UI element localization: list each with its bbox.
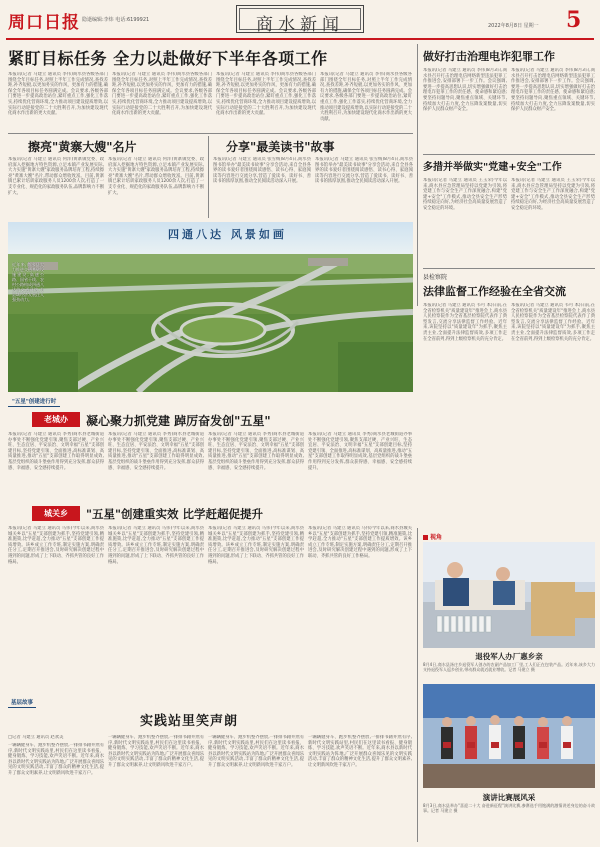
town2-headline: "五星"创建重实效 比学赶超促提升	[86, 507, 263, 521]
town1-label: 老城办	[32, 412, 80, 427]
paper-logo: 周口日报	[8, 13, 80, 33]
lead-headline: 紧盯目标任务 全力以赴做好下半年各项工作	[8, 49, 328, 68]
town1-body-col4: 本报讯(记者 马建立 通讯员 李秀)商水县老城街道办事处不断强化党建引领,聚焦支部过硬、产业兴旺、生态宜居、平安法治、文明幸福"五星"支部创建目标,坚持党建引领、全面推进,高标准谋划、高质量推进,推动"五星"支部创建工作取得明显成效,基层党组织的战斗堡垒作用得到充分发挥,群众获得感、幸福感、安全感持续提升。	[308, 432, 412, 471]
town1-body-col3: 本报讯(记者 马建立 通讯员 李秀)商水县老城街道办事处不断强化党建引领,聚焦支部过硬、产业兴旺、生态宜居、平安法治、文明幸福"五星"支部创建目标,坚持党建引领、全面推进,高标准谋划、高质量推进,推动"五星"支部创建工作取得明显成效,基层党组织的战斗堡垒作用得到充分发挥,群众获得感、幸福感、安全感持续提升。	[208, 432, 304, 471]
masthead-rule	[6, 38, 594, 40]
five-star-tag: "五星"创建进行时	[8, 397, 60, 407]
article2-body-col1: 本报讯(记者 马建立 通讯员 李伟)8月3日,商水县召开打击治理电信网络新型违法犯罪工作推进会,安排部署下一步工作。会议强调,要进一步提高思想认识,切实增强做好打击治理电诈犯罪工作的责任感、使命感和紧迫感;要坚持问题导向,聚焦重点领域、关键环节,持续加大打击力度,全力压降发案数量,切实保护人民群众财产安全。	[423, 68, 507, 113]
town2-body-col1: 本报讯(记者 马建立 通讯员 马伟)今年以来,商水县城关乡以"五星"支部创建为抓手,坚持党建引领,精准施策,比学赶超,全力推动"五星"支部创建工作提质增效。该乡成立工作专班,制定实施方案,明确责任分工,定期召开推进会,及时研究解决创建过程中遇到的问题,形成了上下联动、齐抓共管的良好工作格局。	[8, 526, 104, 565]
lead-body-col2: 本报讯(记者 马建立 通讯员 李伟)商水县各级各部门围绕全年目标任务,对照上半年工作完成情况,查找差距,补齐短板,以更加务实的作风、更加有力的措施,确保全年各项目标任务圆满完成。会议要求,各级各部门要进一步提高政治站位,紧盯重点工作,强化工作落实,持续优化营商环境,全力推动项目建设提质增效,以实际行动迎接党的二十大胜利召开,为加快建设现代化商水作出新的更大贡献。	[112, 72, 212, 117]
town1-body-col1: 本报讯(记者 马建立 通讯员 李秀)商水县老城街道办事处不断强化党建引领,聚焦支部过硬、产业兴旺、生态宜居、平安法治、文明幸福"五星"支部创建目标,坚持党建引领、全面推进,高标准谋划、高质量推进,推动"五星"支部创建工作取得明显成效,基层党组织的战斗堡垒作用得到充分发挥,群众获得感、幸福感、安全感持续提升。	[8, 432, 104, 471]
town1-headline: 凝心聚力抓党建 踔厉奋发创"五星"	[86, 414, 271, 428]
caption2-title: 演讲比赛展风采	[482, 793, 536, 802]
highway-aerial-photo	[8, 222, 413, 392]
photo-banner-title: 四通八达 风景如画	[168, 228, 287, 241]
camera-icon	[423, 535, 428, 540]
column-divider	[208, 136, 209, 218]
article3-body-col2: 本报讯(记者 马建立 通讯员 何洋)黄寨镇党委、政府深入挖掘地方特色资源,立足本镇产业发展实际,大力实施"黄寨大嫂"家政服务品牌培育工程,持续擦亮"黄寨大嫂"名片,带动群众增收致富。目前,黄寨镇已累计培训家政服务人员1200余人次,打造了一支专业化、规范化的家政服务队伍,品牌影响力不断扩大。	[108, 157, 204, 196]
grassroots-headline: 实践站里笑声朗	[140, 714, 239, 729]
view-lens-label: 视角	[423, 532, 442, 541]
article5-body-col1: 本报讯(记者 马建立 通讯员 王玉荣)今年以来,商水县应急管理局坚持以党建为引领,将党建工作与安全生产工作深度融合,构建"党建+安全"工作模式,推动全县安全生产形势持续稳定向好,为经济社会高质量发展营造了安全稳定的环境。	[423, 178, 507, 211]
divider-line	[423, 154, 595, 155]
caption2-text: 8月3日,商水县举办"喜迎二十大 奋进新征程"演讲比赛,参赛选手用饱满的激情讲述身边的奋斗故事。记者 马建立 摄	[423, 803, 595, 813]
issue-date: 2022年8月8日 星期一	[488, 23, 539, 29]
article2-headline: 做好打击治理电诈犯罪工作	[423, 50, 555, 63]
town2-body-col2: 本报讯(记者 马建立 通讯员 马伟)今年以来,商水县城关乡以"五星"支部创建为抓手,坚持党建引领,精准施策,比学赶超,全力推动"五星"支部创建工作提质增效。该乡成立工作专班,制定实施方案,明确责任分工,定期召开推进会,及时研究解决创建过程中遇到的问题,形成了上下联动、齐抓共管的良好工作格局。	[108, 526, 204, 565]
grassroots-tag: 基层故事	[8, 698, 36, 708]
divider-line	[8, 133, 413, 134]
section-title-box	[236, 5, 364, 33]
grassroots-body-col4: 一辆辆健身车、跑步机整齐摆放,一排排书籍井然有序,新时代文明实践站里,村民们在这里读书看报、健身锻炼、学习技能,欢声笑语不断。近年来,商水县以新时代文明实践站为阵地,广泛开展群众喜闻乐见的文明实践活动,丰富了群众的精神文化生活,提升了群众文明素养,让文明新风吹进千家万户。	[308, 735, 412, 768]
article4-body-col1: 本报讯(记者 马建立 通讯员 张雪梅)8月4日,商水县图书馆举办"最美读书故事"分享会活动,来自全县各界的读书爱好者围绕阅读感悟、读书心得、家庭阅读等内容进行交流分享,营造了爱读书、读好书、善读书的浓厚氛围,推动全民阅读活动深入开展。	[213, 157, 311, 185]
procuratorate-label: 县检察院	[423, 274, 448, 281]
grassroots-body-col2: 一辆辆健身车、跑步机整齐摆放,一排排书籍井然有序,新时代文明实践站里,村民们在这里读书看报、健身锻炼、学习技能,欢声笑语不断。近年来,商水县以新时代文明实践站为阵地,广泛开展群众喜闻乐见的文明实践活动,丰富了群众的精神文化生活,提升了群众文明素养,让文明新风吹进千家万户。	[108, 735, 204, 768]
town1-body-col2: 本报讯(记者 马建立 通讯员 李秀)商水县老城街道办事处不断强化党建引领,聚焦支部过硬、产业兴旺、生态宜居、平安法治、文明幸福"五星"支部创建目标,坚持党建引领、全面推进,高标准谋划、高质量推进,推动"五星"支部创建工作取得明显成效,基层党组织的战斗堡垒作用得到充分发挥,群众获得感、幸福感、安全感持续提升。	[108, 432, 204, 471]
article3-headline: 擦亮"黄寨大嫂"名片	[28, 140, 137, 154]
lead-body-col3: 本报讯(记者 马建立 通讯员 李伟)商水县各级各部门围绕全年目标任务,对照上半年工作完成情况,查找差距,补齐短板,以更加务实的作风、更加有力的措施,确保全年各项目标任务圆满完成。会议要求,各级各部门要进一步提高政治站位,紧盯重点工作,强化工作落实,持续优化营商环境,全力推动项目建设提质增效,以实际行动迎接党的二十大胜利召开,为加快建设现代化商水作出新的更大贡献。	[216, 72, 316, 117]
article2-body-col2: 本报讯(记者 马建立 通讯员 李伟)8月3日,商水县召开打击治理电信网络新型违法犯罪工作推进会,安排部署下一步工作。会议强调,要进一步提高思想认识,切实增强做好打击治理电诈犯罪工作的责任感、使命感和紧迫感;要坚持问题导向,聚焦重点领域、关键环节,持续加大打击力度,全力压降发案数量,切实保护人民群众财产安全。	[511, 68, 595, 113]
photo-banner-caption: 近年来,商水县大力推进交通基础设施建设,高速公路、国省干线、农村公路构成四通八达的交通网络,为县域经济发展注入强劲动力。	[12, 262, 44, 302]
article5-body-col2: 本报讯(记者 马建立 通讯员 王玉荣)今年以来,商水县应急管理局坚持以党建为引领,将党建工作与安全生产工作深度融合,构建"党建+安全"工作模式,推动全县安全生产形势持续稳定向好,为经济社会高质量发展营造了安全稳定的环境。	[511, 178, 595, 211]
grassroots-body-col3: 一辆辆健身车、跑步机整齐摆放,一排排书籍井然有序,新时代文明实践站里,村民们在这里读书看报、健身锻炼、学习技能,欢声笑语不断。近年来,商水县以新时代文明实践站为阵地,广泛开展群众喜闻乐见的文明实践活动,丰富了群众的精神文化生活,提升了群众文明素养,让文明新风吹进千家万户。	[208, 735, 304, 768]
article4-headline: 分享"最美读书"故事	[226, 140, 335, 154]
caption1-title: 退役军人办厂惠乡亲	[475, 652, 543, 661]
column-divider	[417, 44, 418, 306]
procuratorate-headline: 法律监督工作经验在全省交流	[423, 285, 566, 298]
section-title: 商水新闻	[256, 15, 344, 35]
article4-body-col2: 本报讯(记者 马建立 通讯员 张雪梅)8月4日,商水县图书馆举办"最美读书故事"分享会活动,来自全县各界的读书爱好者围绕阅读感悟、读书心得、家庭阅读等内容进行交流分享,营造了爱读书、读好书、善读书的浓厚氛围,推动全民阅读活动深入开展。	[315, 157, 413, 185]
town2-body-col3: 本报讯(记者 马建立 通讯员 马伟)今年以来,商水县城关乡以"五星"支部创建为抓手,坚持党建引领,精准施策,比学赶超,全力推动"五星"支部创建工作提质增效。该乡成立工作专班,制定实施方案,明确责任分工,定期召开推进会,及时研究解决创建过程中遇到的问题,形成了上下联动、齐抓共管的良好工作格局。	[208, 526, 304, 565]
town2-label: 城关乡	[32, 506, 80, 521]
masthead	[0, 0, 600, 42]
grassroots-author: □记者 马建立 通讯员 赵欢美	[8, 735, 64, 740]
caption1-text: 8月4日,商水县汤庄乡退役军人创办的农副产品加工厂里,工人们正在包装产品。近年来,该乡大力支持退役军人返乡创业,带动群众就近就业增收。记者 马建立 摄	[423, 662, 595, 672]
article3-body-col1: 本报讯(记者 马建立 通讯员 何洋)黄寨镇党委、政府深入挖掘地方特色资源,立足本镇产业发展实际,大力实施"黄寨大嫂"家政服务品牌培育工程,持续擦亮"黄寨大嫂"名片,带动群众增收致富。目前,黄寨镇已累计培训家政服务人员1200余人次,打造了一支专业化、规范化的家政服务队伍,品牌影响力不断扩大。	[8, 157, 104, 196]
editor-info: 隐逝编辑:李炜 电话:6199921	[82, 17, 150, 23]
grassroots-body-col1: 一辆辆健身车、跑步机整齐摆放,一排排书籍井然有序,新时代文明实践站里,村民们在这里读书看报、健身锻炼、学习技能,欢声笑语不断。近年来,商水县以新时代文明实践站为阵地,广泛开展群众喜闻乐见的文明实践活动,丰富了群众的精神文化生活,提升了群众文明素养,让文明新风吹进千家万户。	[8, 743, 104, 776]
column-divider	[417, 528, 418, 842]
procuratorate-body-col1: 本报讯(记者 马建立 通讯员 韦可 本)日前,在全省检察机关"质量建设年"推进会上,商水县人民检察院作为全省基层检察院代表作了典型发言,交流分享法律监督工作经验。近年来,该院坚持以"质量建设年"为抓手,聚焦主责主业,全面提升法律监督质效,多项工作走在全省前列,得到上级检察机关的充分肯定。	[423, 303, 507, 342]
lead-body-col4: 本报讯(记者 马建立 通讯员 李伟)商水县各级各部门围绕全年目标任务,对照上半年工作完成情况,查找差距,补齐短板,以更加务实的作风、更加有力的措施,确保全年各项目标任务圆满完成。会议要求,各级各部门要进一步提高政治站位,紧盯重点工作,强化工作落实,持续优化营商环境,全力推动项目建设提质增效,以实际行动迎接党的二十大胜利召开,为加快建设现代化商水作出新的更大贡献。	[320, 72, 412, 122]
lead-body-col1: 本报讯(记者 马建立 通讯员 李伟)商水县各级各部门围绕全年目标任务,对照上半年工作完成情况,查找差距,补齐短板,以更加务实的作风、更加有力的措施,确保全年各项目标任务圆满完成。会议要求,各级各部门要进一步提高政治站位,紧盯重点工作,强化工作落实,持续优化营商环境,全力推动项目建设提质增效,以实际行动迎接党的二十大胜利召开,为加快建设现代化商水作出新的更大贡献。	[8, 72, 108, 117]
article5-headline: 多措并举做实"党建+安全"工作	[423, 162, 562, 173]
town2-body-col4: 本报讯(记者 马建立 通讯员 马伟)今年以来,商水县城关乡以"五星"支部创建为抓手,坚持党建引领,精准施策,比学赶超,全力推动"五星"支部创建工作提质增效。该乡成立工作专班,制定实施方案,明确责任分工,定期召开推进会,及时研究解决创建过程中遇到的问题,形成了上下联动、齐抓共管的良好工作格局。	[308, 526, 412, 559]
procuratorate-body-col2: 本报讯(记者 马建立 通讯员 韦可 本)日前,在全省检察机关"质量建设年"推进会上,商水县人民检察院作为全省基层检察院代表作了典型发言,交流分享法律监督工作经验。近年来,该院坚持以"质量建设年"为抓手,聚焦主责主业,全面提升法律监督质效,多项工作走在全省前列,得到上级检察机关的充分肯定。	[511, 303, 595, 342]
speech-contest-photo	[423, 684, 595, 788]
divider-line	[423, 268, 595, 269]
page-number: 5	[566, 7, 582, 33]
factory-photo	[423, 542, 595, 648]
